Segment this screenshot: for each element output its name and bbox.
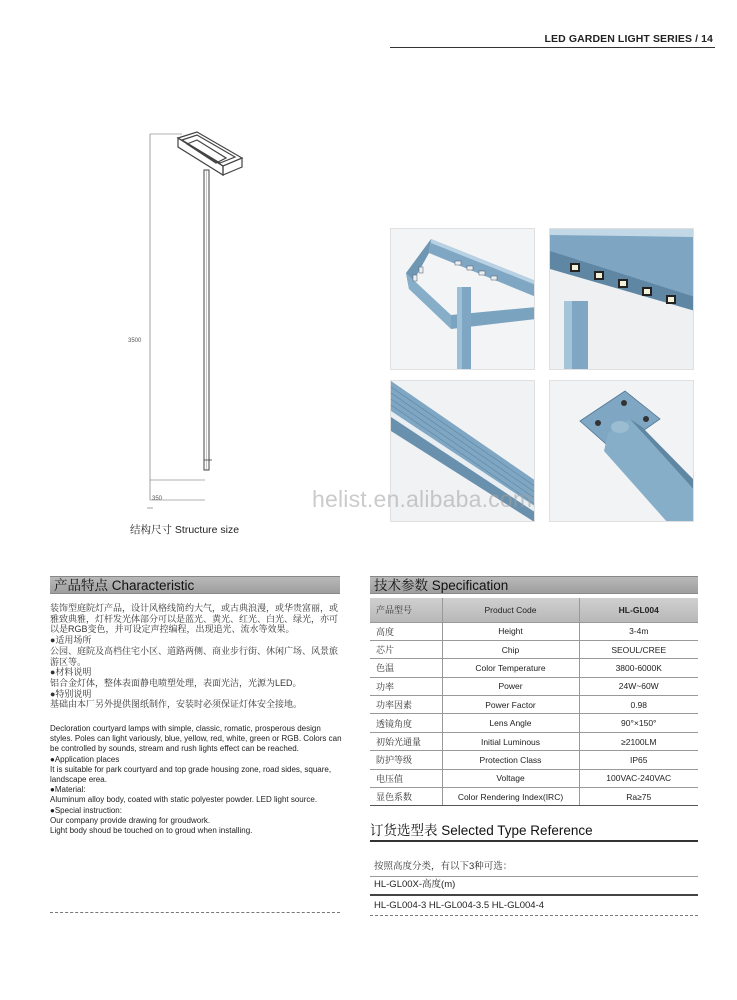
spec-value: ≥2100LM (579, 732, 698, 750)
spec-cn: 芯片 (370, 640, 442, 658)
characteristic-body (50, 603, 342, 836)
specification-heading: 技术参数 Specification (370, 576, 698, 594)
photo-lamp-head (390, 228, 535, 370)
cn-description: 装饰型庭院灯产品，设计风格线简约大气，或古典浪漫，或华贵富丽，或雅致典雅，灯杆发光体部分可以是蓝光、黄光、红光、白光、绿光，亦可以是RGB变色，并可设定声控编程，出现追光、流水等效果。 (50, 603, 339, 635)
spec-value: 3800-6000K (579, 659, 698, 677)
spec-en: Power Factor (442, 696, 579, 714)
en-material: Aluminum alloy body, coated with static polyester powder. LED light source. (50, 795, 318, 805)
spec-value: 100VAC-240VAC (579, 769, 698, 787)
spec-cn: 高度 (370, 622, 442, 640)
spec-en: Power (442, 677, 579, 695)
spec-cn: 功率因素 (370, 696, 442, 714)
en-material-title: ●Material: (50, 785, 86, 795)
en-places-title: ●Application places (50, 754, 120, 764)
header-rule (390, 47, 715, 48)
spec-en: Lens Angle (442, 714, 579, 732)
spec-en: Color Temperature (442, 659, 579, 677)
spec-row (370, 659, 698, 677)
spec-value: 24W~60W (579, 677, 698, 695)
selection-models: HL-GL004-3 HL-GL004-3.5 HL-GL004-4 (370, 897, 698, 916)
spec-value: 3-4m (579, 622, 698, 640)
spec-header-value: HL-GL004 (579, 598, 698, 622)
cn-special-title: ●特别说明 (50, 688, 92, 699)
spec-en: Chip (442, 640, 579, 658)
selection-heading-rule (370, 840, 698, 842)
en-special-title: ●Special instruction: (50, 805, 122, 815)
specification-table (370, 598, 698, 806)
spec-row (370, 751, 698, 769)
spec-cn: 显色系数 (370, 788, 442, 806)
series-title: LED GARDEN LIGHT SERIES / 14 (544, 33, 713, 45)
spec-cn: 色温 (370, 659, 442, 677)
cn-special: 基础由本厂另外提供图纸制作，安装时必须保证灯体安全接地。 (50, 699, 303, 710)
spec-en: Color Rendering Index(IRC) (442, 788, 579, 806)
cn-material-title: ●材料说明 (50, 667, 92, 678)
spec-value: 0.98 (579, 696, 698, 714)
spec-row (370, 622, 698, 640)
structure-drawing-svg (120, 120, 280, 520)
spec-en: Voltage (442, 769, 579, 787)
spec-row (370, 788, 698, 806)
photo-mounting-flange (549, 380, 694, 522)
spec-en: Height (442, 622, 579, 640)
photo-led-chips (549, 228, 694, 370)
spec-row (370, 696, 698, 714)
cn-material: 铝合金灯体，整体表面静电喷塑处理，表面光洁，光源为LED。 (50, 677, 302, 688)
characteristic-bottom-rule (50, 912, 340, 913)
watermark: helist.en.alibaba.com (312, 486, 533, 512)
height-dimension-label: 3500 (128, 338, 142, 344)
spec-header-row (370, 598, 698, 622)
spec-header-cn: 产品型号 (370, 598, 442, 622)
spec-en: Protection Class (442, 751, 579, 769)
base-dimension-label: 350 (152, 496, 163, 502)
spec-row (370, 714, 698, 732)
spec-en: Initial Luminous (442, 732, 579, 750)
spec-cn: 初始光通量 (370, 732, 442, 750)
spec-row (370, 769, 698, 787)
spec-value: IP65 (579, 751, 698, 769)
en-special-line-1: Our company provide drawing for groudwork. (50, 815, 211, 825)
characteristic-heading: 产品特点 Characteristic (50, 576, 340, 594)
en-description: Decloration courtyard lamps with simple, classic, romatic, prosperous design styles. Poles can light variously, blue, yellow, red, white, green or RGB. Colors can be controlled by sounds, stream and rush lights effect can be reached. (50, 724, 342, 754)
en-places: It is suitable for park courtyard and top grade housing zone, road sides, square, landscape erea. (50, 764, 332, 785)
cn-places: 公园、庭院及高档住宅小区、道路两侧、商业步行街、休闲广场、风景旅游区等。 (50, 645, 339, 667)
selection-note: 按照高度分类，有以下3种可选： (370, 858, 698, 877)
spec-cn: 透镜角度 (370, 714, 442, 732)
structure-drawing (120, 120, 280, 520)
selection-pattern: HL-GL00X-高度(m) (370, 876, 698, 896)
spec-header-en: Product Code (442, 598, 579, 622)
spec-row (370, 732, 698, 750)
cn-places-title: ●适用场所 (50, 635, 92, 646)
spec-cn: 防护等级 (370, 751, 442, 769)
en-special-line-2: Light body shoud be touched on to groud when installing. (50, 826, 253, 836)
spec-value: Ra≥75 (579, 788, 698, 806)
spec-row (370, 640, 698, 658)
selection-heading: 订货选型表 Selected Type Reference (370, 823, 593, 838)
structure-size-caption: 结构尺寸 Structure size (130, 524, 240, 536)
spec-value: 90°×150° (579, 714, 698, 732)
spec-cn: 功率 (370, 677, 442, 695)
spec-cn: 电压值 (370, 769, 442, 787)
spec-value: SEOUL/CREE (579, 640, 698, 658)
spec-row (370, 677, 698, 695)
